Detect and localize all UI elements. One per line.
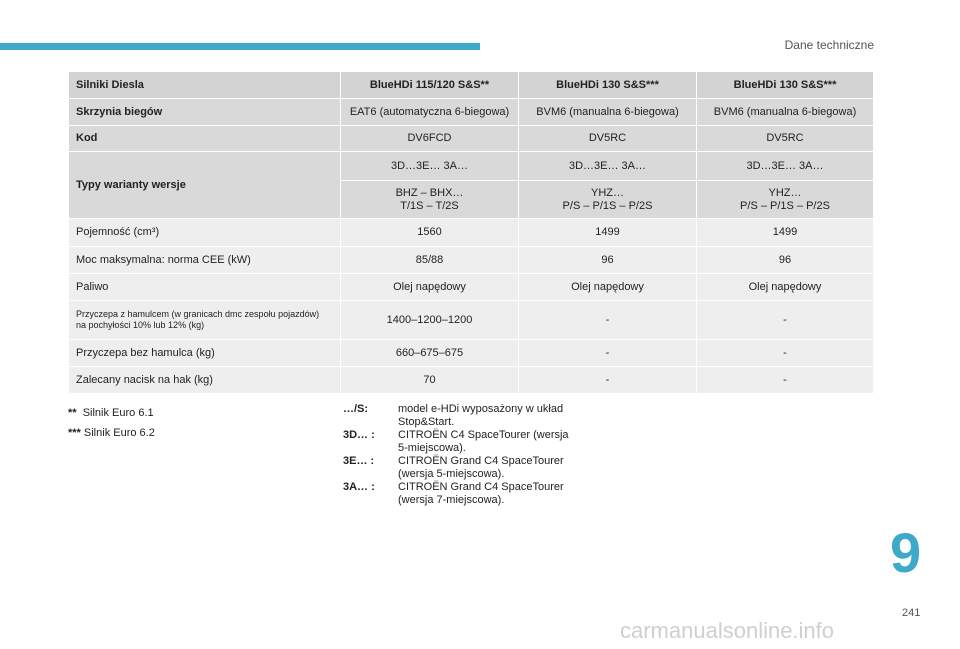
cell-line: T/1S – T/2S bbox=[400, 199, 459, 212]
footnote-text: Silnik Euro 6.2 bbox=[83, 427, 155, 439]
table-cell: DV5RC bbox=[697, 126, 874, 152]
version-legend bbox=[343, 403, 603, 507]
table-cell: - bbox=[519, 367, 697, 394]
legend-key: 3D… : bbox=[343, 429, 375, 441]
cell-line: P/S – P/1S – P/2S bbox=[562, 199, 653, 212]
table-cell bbox=[341, 181, 519, 219]
table-row bbox=[69, 152, 874, 181]
table-cell: DV6FCD bbox=[341, 126, 519, 152]
table-cell: Olej napędowy bbox=[697, 274, 874, 301]
legend-key: 3A… : bbox=[343, 481, 375, 493]
row-label: Paliwo bbox=[69, 274, 341, 301]
column-header: BlueHDi 115/120 S&S** bbox=[341, 72, 519, 99]
footnote bbox=[68, 423, 155, 443]
table-row bbox=[69, 301, 874, 340]
row-label: Zalecany nacisk na hak (kg) bbox=[69, 367, 341, 394]
table-cell: 85/88 bbox=[341, 247, 519, 274]
table-cell: 70 bbox=[341, 367, 519, 394]
legend-key: 3E… : bbox=[343, 455, 375, 467]
table-cell: Olej napędowy bbox=[341, 274, 519, 301]
table-row bbox=[69, 126, 874, 152]
cell-line: P/S – P/1S – P/2S bbox=[740, 199, 830, 212]
row-label-line: Przyczepa z hamulcem (w granicach dmc zespołu pojazdów) bbox=[76, 309, 320, 319]
table-row bbox=[69, 274, 874, 301]
chapter-number: 9 bbox=[890, 521, 922, 584]
column-header: BlueHDi 130 S&S*** bbox=[519, 72, 697, 99]
table-row bbox=[69, 219, 874, 247]
row-label: Skrzynia biegów bbox=[69, 99, 341, 126]
table-row bbox=[69, 99, 874, 126]
table-cell: BVM6 (manualna 6-biegowa) bbox=[519, 99, 697, 126]
legend-entry bbox=[343, 403, 603, 429]
footnote-text: Silnik Euro 6.1 bbox=[82, 407, 154, 419]
legend-text bbox=[398, 481, 603, 507]
cell-line: BHZ – BHX… bbox=[395, 186, 464, 199]
specs-table bbox=[68, 71, 874, 394]
legend-line: (wersja 7-miejscowa). bbox=[398, 494, 505, 506]
footnote bbox=[68, 403, 155, 423]
table-row bbox=[69, 247, 874, 274]
table-cell bbox=[519, 181, 697, 219]
column-header: BlueHDi 130 S&S*** bbox=[697, 72, 874, 99]
table-cell: 96 bbox=[697, 247, 874, 274]
table-cell: DV5RC bbox=[519, 126, 697, 152]
legend-key: …/S: bbox=[343, 403, 369, 415]
table-cell: EAT6 (automatyczna 6-biegowa) bbox=[341, 99, 519, 126]
row-label: Kod bbox=[69, 126, 341, 152]
table-cell: 3D…3E… 3A… bbox=[697, 152, 874, 181]
legend-text bbox=[398, 455, 603, 481]
table-cell: BVM6 (manualna 6-biegowa) bbox=[697, 99, 874, 126]
footnote-mark: *** bbox=[68, 427, 81, 439]
legend-line: Stop&Start. bbox=[398, 416, 455, 428]
table-cell: - bbox=[519, 340, 697, 367]
footnotes bbox=[68, 403, 155, 443]
row-label-line: na pochyłości 10% lub 12% (kg) bbox=[76, 320, 205, 330]
row-label: Przyczepa bez hamulca (kg) bbox=[69, 340, 341, 367]
table-cell: - bbox=[697, 301, 874, 340]
legend-line: CITROËN Grand C4 SpaceTourer bbox=[398, 481, 564, 493]
top-accent-bar bbox=[0, 43, 480, 50]
table-cell: 1560 bbox=[341, 219, 519, 247]
legend-entry bbox=[343, 429, 603, 455]
table-cell: 3D…3E… 3A… bbox=[519, 152, 697, 181]
table-cell: 3D…3E… 3A… bbox=[341, 152, 519, 181]
table-header-row bbox=[69, 72, 874, 99]
legend-line: model e-HDi wyposażony w układ bbox=[398, 403, 564, 415]
table-row bbox=[69, 340, 874, 367]
table-cell: Olej napędowy bbox=[519, 274, 697, 301]
table-cell: 1400–1200–1200 bbox=[341, 301, 519, 340]
row-label bbox=[69, 301, 341, 340]
legend-line: (wersja 5-miejscowa). bbox=[398, 468, 505, 480]
legend-line: CITROËN C4 SpaceTourer (wersja bbox=[398, 429, 569, 441]
watermark: carmanualsonline.info bbox=[620, 618, 835, 643]
legend-line: 5-miejscowa). bbox=[398, 442, 466, 454]
table-cell: - bbox=[519, 301, 697, 340]
table-cell: 660–675–675 bbox=[341, 340, 519, 367]
row-label: Typy warianty wersje bbox=[69, 152, 341, 219]
footnote-mark: ** bbox=[68, 407, 77, 419]
page-number: 241 bbox=[902, 607, 921, 619]
table-cell bbox=[697, 181, 874, 219]
legend-text bbox=[398, 403, 603, 429]
table-cell: 1499 bbox=[697, 219, 874, 247]
cell-line: YHZ… bbox=[591, 186, 624, 199]
column-header: Silniki Diesla bbox=[69, 72, 341, 99]
table-cell: - bbox=[697, 340, 874, 367]
legend-entry bbox=[343, 455, 603, 481]
table-cell: 1499 bbox=[519, 219, 697, 247]
legend-entry bbox=[343, 481, 603, 507]
section-title: Dane techniczne bbox=[784, 38, 874, 52]
cell-line: YHZ… bbox=[768, 186, 802, 199]
legend-text bbox=[398, 429, 603, 455]
legend-line: CITROËN Grand C4 SpaceTourer bbox=[398, 455, 564, 467]
table-cell: - bbox=[697, 367, 874, 394]
row-label: Pojemność (cm³) bbox=[69, 219, 341, 247]
table-cell: 96 bbox=[519, 247, 697, 274]
row-label: Moc maksymalna: norma CEE (kW) bbox=[69, 247, 341, 274]
table-row bbox=[69, 367, 874, 394]
